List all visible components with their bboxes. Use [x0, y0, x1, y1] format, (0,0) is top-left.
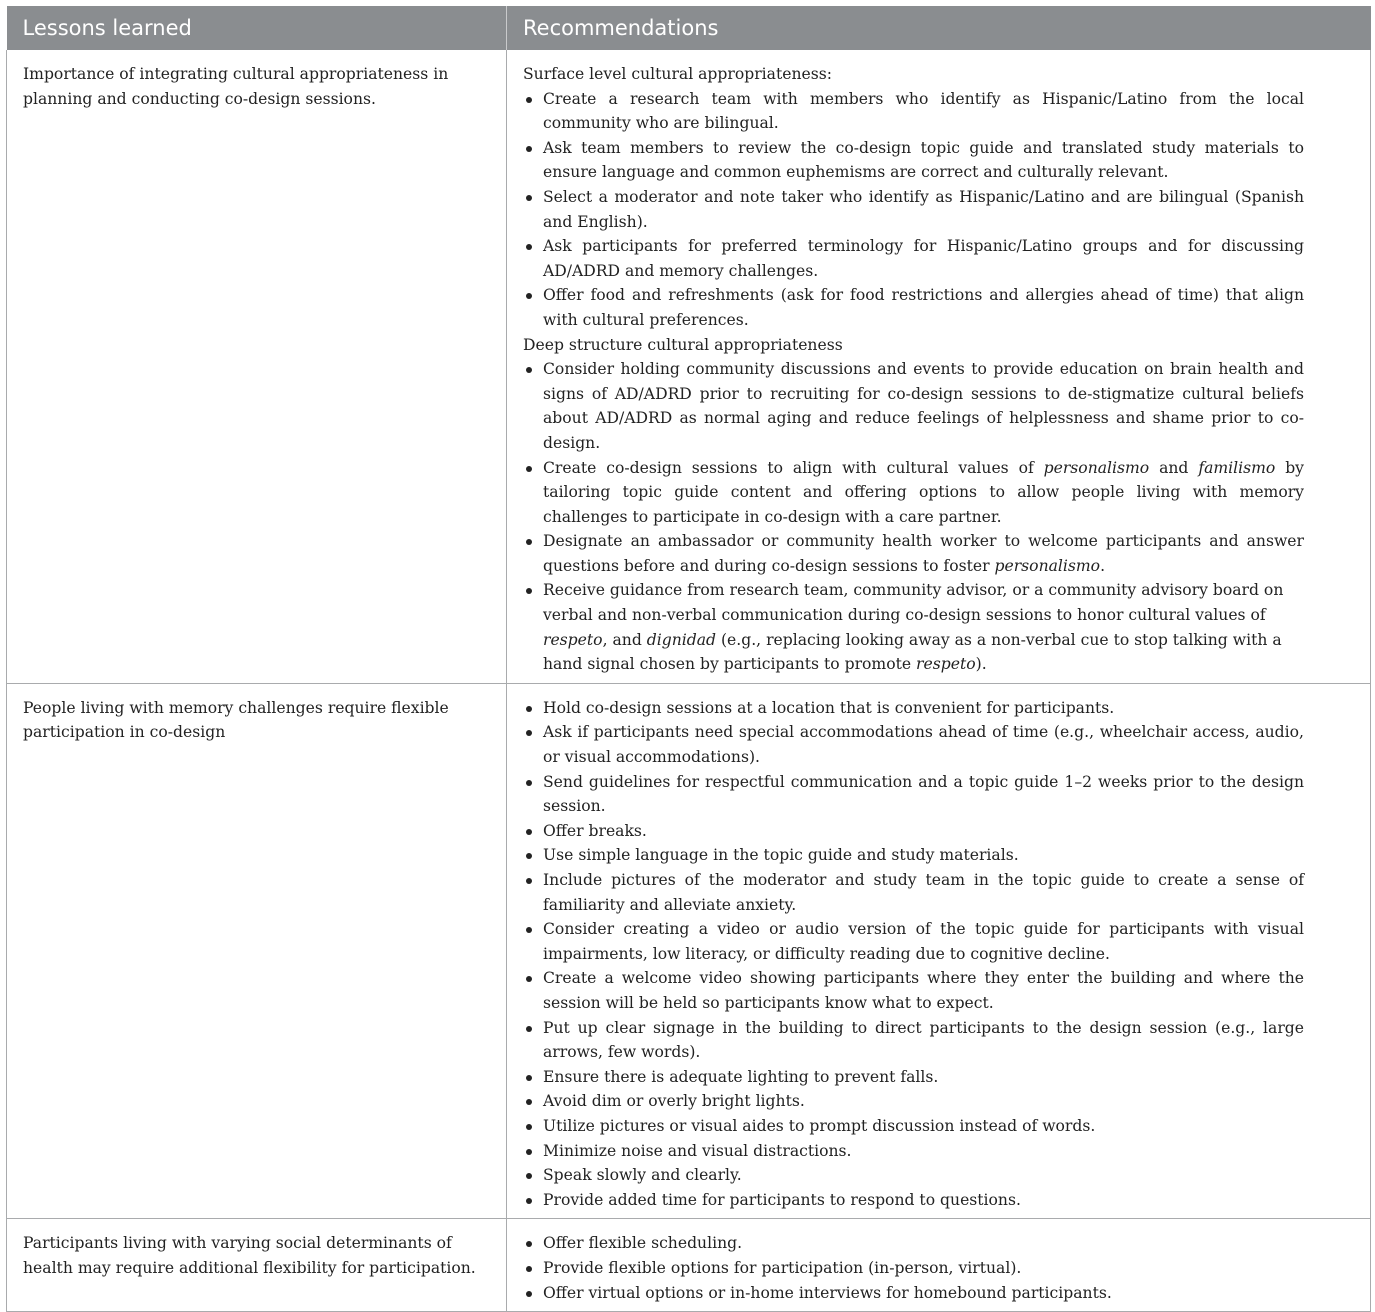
list-item: Ask team members to review the co-design topic guide and translated study materials to ensure language and common euphemisms are correct and culturally relevant.	[523, 136, 1304, 185]
list-item: Ensure there is adequate lighting to prevent falls.	[523, 1065, 1304, 1090]
list-item: Speak slowly and clearly.	[523, 1163, 1304, 1188]
subheading-deep: Deep structure cultural appropriateness	[523, 335, 843, 354]
text-run: , and	[602, 630, 647, 649]
list-item: Create a welcome video showing participants where they enter the building and where the session will be held so participants know what to expect.	[523, 966, 1304, 1015]
header-row	[7, 6, 1371, 50]
list-item: Offer breaks.	[523, 819, 1304, 844]
list-item: Put up clear signage in the building to direct participants to the design session (e.g., large arrows, few words).	[523, 1016, 1304, 1065]
list-item	[523, 529, 1304, 578]
list-item: Send guidelines for respectful communication and a topic guide 1–2 weeks prior to the design session.	[523, 770, 1304, 819]
recommendation-list	[523, 87, 1304, 333]
italic-term: respeto	[543, 630, 603, 649]
list-item: Utilize pictures or visual aides to prompt discussion instead of words.	[523, 1114, 1304, 1139]
list-item: Offer food and refreshments (ask for food restrictions and allergies ahead of time) that align with cultural preferences.	[523, 283, 1304, 332]
italic-term: personalismo	[994, 556, 1101, 575]
recommendation-list	[523, 696, 1304, 1212]
text-run: Receive guidance from research team, community advisor, or a community advisory board on verbal and non-verbal communication during co-design sessions to honor cultural values of	[543, 581, 1284, 625]
list-item: Use simple language in the topic guide and study materials.	[523, 843, 1304, 868]
italic-term: respeto	[916, 655, 976, 674]
text-run: Designate an ambassador or community health worker to welcome participants and answer questions before and during co-design sessions to foster	[543, 532, 1304, 575]
recommendations-cell	[507, 1219, 1371, 1312]
list-item: Consider creating a video or audio version of the topic guide for participants with visual impairments, low literacy, or difficulty reading due to cognitive decline.	[523, 917, 1304, 966]
lesson-cell: People living with memory challenges require flexible participation in co-design	[7, 683, 507, 1218]
text-run: (e.g., replacing looking away as a non-verbal cue to stop talking with a hand signal chosen by participants to promote	[543, 630, 1282, 674]
list-item: Avoid dim or overly bright lights.	[523, 1089, 1304, 1114]
list-item: Create a research team with members who identify as Hispanic/Latino from the local community who are bilingual.	[523, 87, 1304, 136]
table-row	[7, 50, 1371, 683]
list-item	[523, 578, 1304, 676]
recommendations-cell	[507, 50, 1371, 683]
recommendation-list	[523, 1231, 1304, 1305]
text-run: ).	[975, 655, 987, 674]
text-run: and	[1149, 458, 1199, 477]
list-item: Ask if participants need special accommodations ahead of time (e.g., wheelchair access, audio, or visual accommodations).	[523, 720, 1304, 769]
list-item: Consider holding community discussions and events to provide education on brain health and signs of AD/ADRD prior to recruiting for co-design sessions to de-stigmatize cultural beliefs about AD/ADRD as normal aging and reduce feelings of helplessness and shame prior to co-design.	[523, 357, 1304, 455]
recommendation-list	[523, 357, 1304, 677]
lessons-table	[6, 6, 1371, 1312]
list-item: Minimize noise and visual distractions.	[523, 1139, 1304, 1164]
header-recommendations: Recommendations	[507, 6, 1371, 50]
text-run: Create co-design sessions to align with cultural values of	[543, 458, 1044, 477]
italic-term: familismo	[1198, 458, 1276, 477]
list-item: Ask participants for preferred terminology for Hispanic/Latino groups and for discussing AD/ADRD and memory challenges.	[523, 234, 1304, 283]
list-item: Hold co-design sessions at a location that is convenient for participants.	[523, 696, 1304, 721]
table-row	[7, 683, 1371, 1218]
list-item: Offer virtual options or in-home interviews for homebound participants.	[523, 1281, 1304, 1306]
subheading-surface: Surface level cultural appropriateness:	[523, 65, 832, 83]
list-item	[523, 456, 1304, 530]
list-item: Offer flexible scheduling.	[523, 1231, 1304, 1256]
italic-term: dignidad	[646, 630, 717, 649]
recommendations-cell	[507, 683, 1371, 1218]
text-run: by tailoring topic guide content and offering options to allow people living with memory challenges to participate in co-design with a care partner.	[543, 458, 1304, 526]
lesson-cell: Importance of integrating cultural appropriateness in planning and conducting co-design sessions.	[7, 50, 507, 683]
list-item: Select a moderator and note taker who identify as Hispanic/Latino and are bilingual (Spanish and English).	[523, 185, 1304, 234]
list-item: Provide added time for participants to respond to questions.	[523, 1188, 1304, 1213]
list-item: Provide flexible options for participation (in-person, virtual).	[523, 1256, 1304, 1281]
italic-term: personalismo	[1043, 458, 1150, 477]
lesson-cell: Participants living with varying social determinants of health may require additional flexibility for participation.	[7, 1219, 507, 1312]
text-run: .	[1100, 556, 1106, 575]
header-lessons: Lessons learned	[7, 6, 507, 50]
table-row	[7, 1219, 1371, 1312]
list-item: Include pictures of the moderator and study team in the topic guide to create a sense of familiarity and alleviate anxiety.	[523, 868, 1304, 917]
